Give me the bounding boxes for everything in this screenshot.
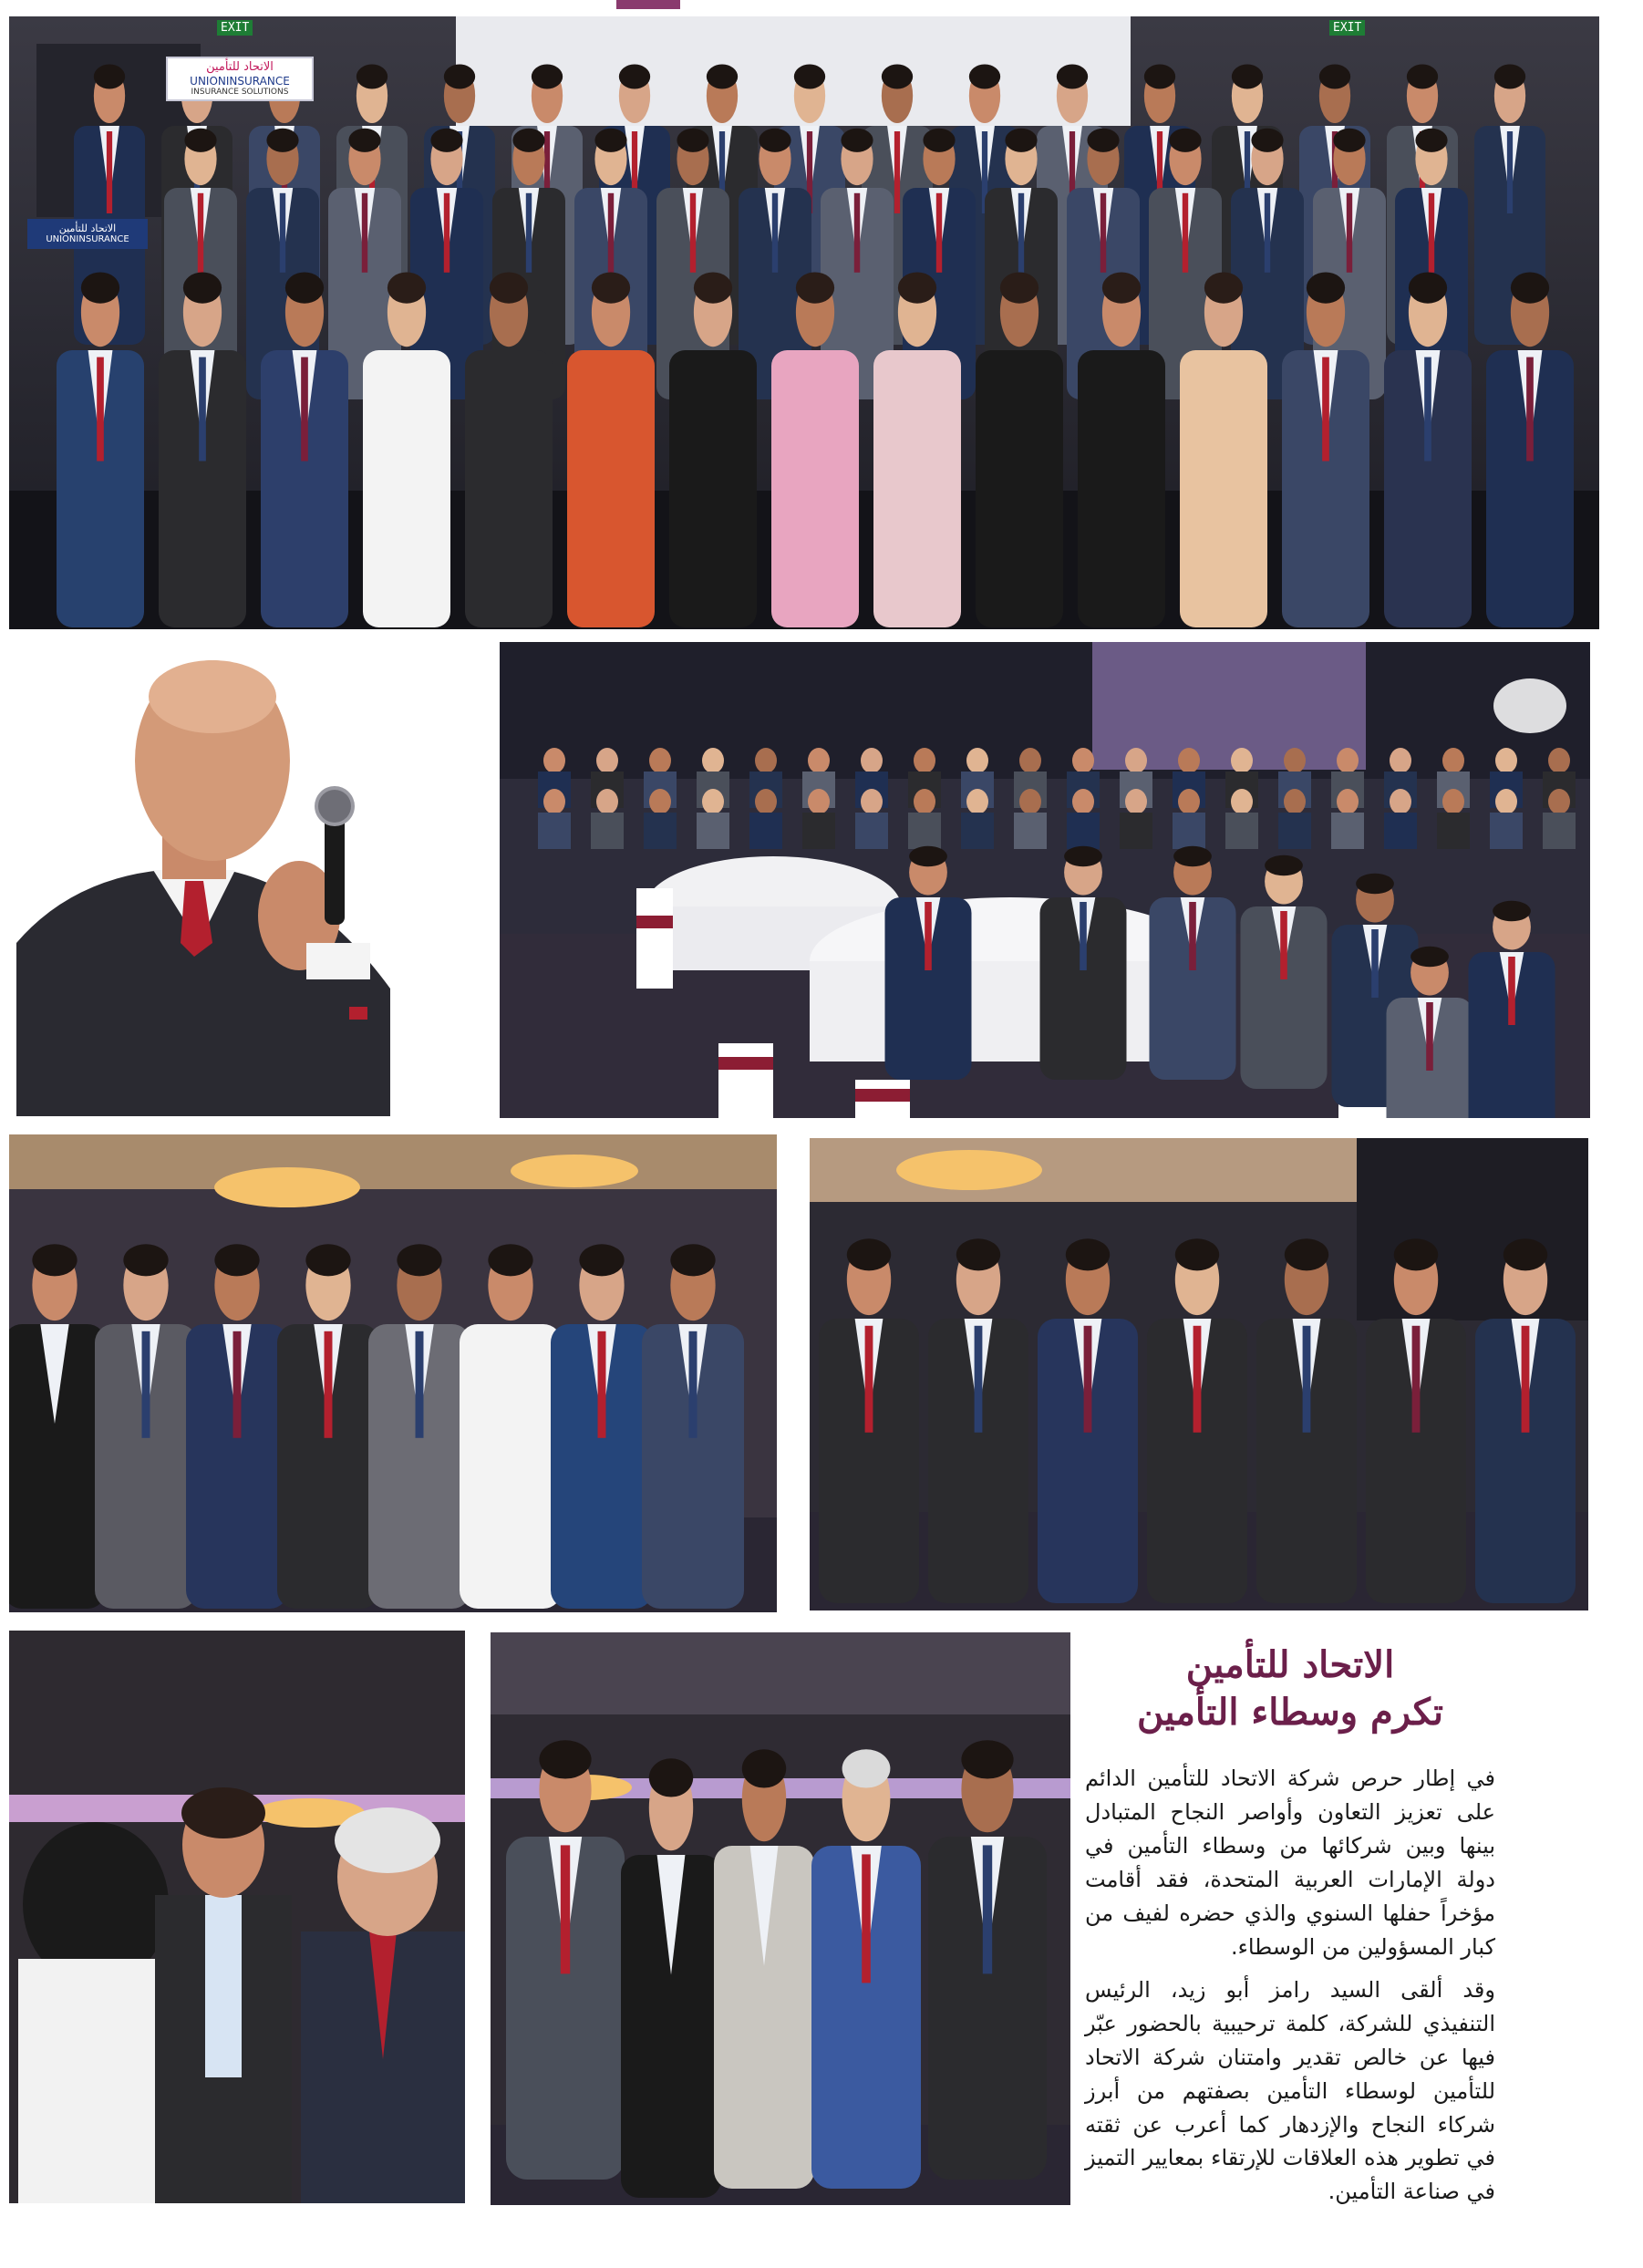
group-photo — [9, 16, 1599, 629]
podium-sign-arabic: الاتحاد للتأمين — [58, 223, 117, 234]
group-nine-photo — [9, 1134, 777, 1612]
banner-sign-arabic: الاتحاد للتأمين — [206, 60, 274, 74]
exit-sign-right: EXIT — [1329, 20, 1365, 36]
banner-sign — [166, 57, 314, 101]
headline-line-2: تكرم وسطاء التأمين — [1136, 1691, 1444, 1734]
article — [1085, 1641, 1495, 2225]
headline-line-1: الاتحاد للتأمين — [1185, 1643, 1395, 1686]
page-accent-tab — [616, 0, 680, 9]
article-paragraph-1: في إطار حرص شركة الاتحاد للتأمين الدائم على تعزيز التعاون وأواصر النجاح المتبادل بينها وبين شركائها من وسطاء التأمين في دولة الإمارات العربية المتحدة، فقد أقامت مؤخراً حفلها السنوي والذي حضره لفيف من كبار المسؤولين من الوسطاء. — [1085, 1766, 1495, 1960]
banquet-tables-photo — [500, 642, 1590, 1118]
conversation-photo — [9, 1631, 465, 2203]
article-headline — [1085, 1641, 1495, 1736]
banner-sign-english: UNIONINSURANCE — [190, 74, 290, 88]
banner-sign-tagline: INSURANCE SOLUTIONS — [191, 87, 289, 97]
exit-sign-left: EXIT — [217, 20, 253, 36]
article-paragraph-2: وقد ألقى السيد رامز أبو زيد، الرئيس التنفيذي للشركة، كلمة ترحيبية بالحضور عبّر فيها عن خالص تقدير وامتنان شركة الاتحاد للتأمين لوسطاء التأمين بصفتهم من أبرز شركاء النجاح والإزدهار كما أعرب عن ثقته في تطوير هذه العلاقات للإرتقاء بمعايير التميز في صناعة التأمين. — [1085, 1976, 1495, 2205]
group-six-photo — [491, 1632, 1070, 2205]
podium-sign-english: UNIONINSURANCE — [46, 234, 129, 245]
podium-sign — [27, 219, 148, 249]
speaker-photo — [16, 642, 390, 1116]
group-seven-photo — [810, 1138, 1588, 1610]
